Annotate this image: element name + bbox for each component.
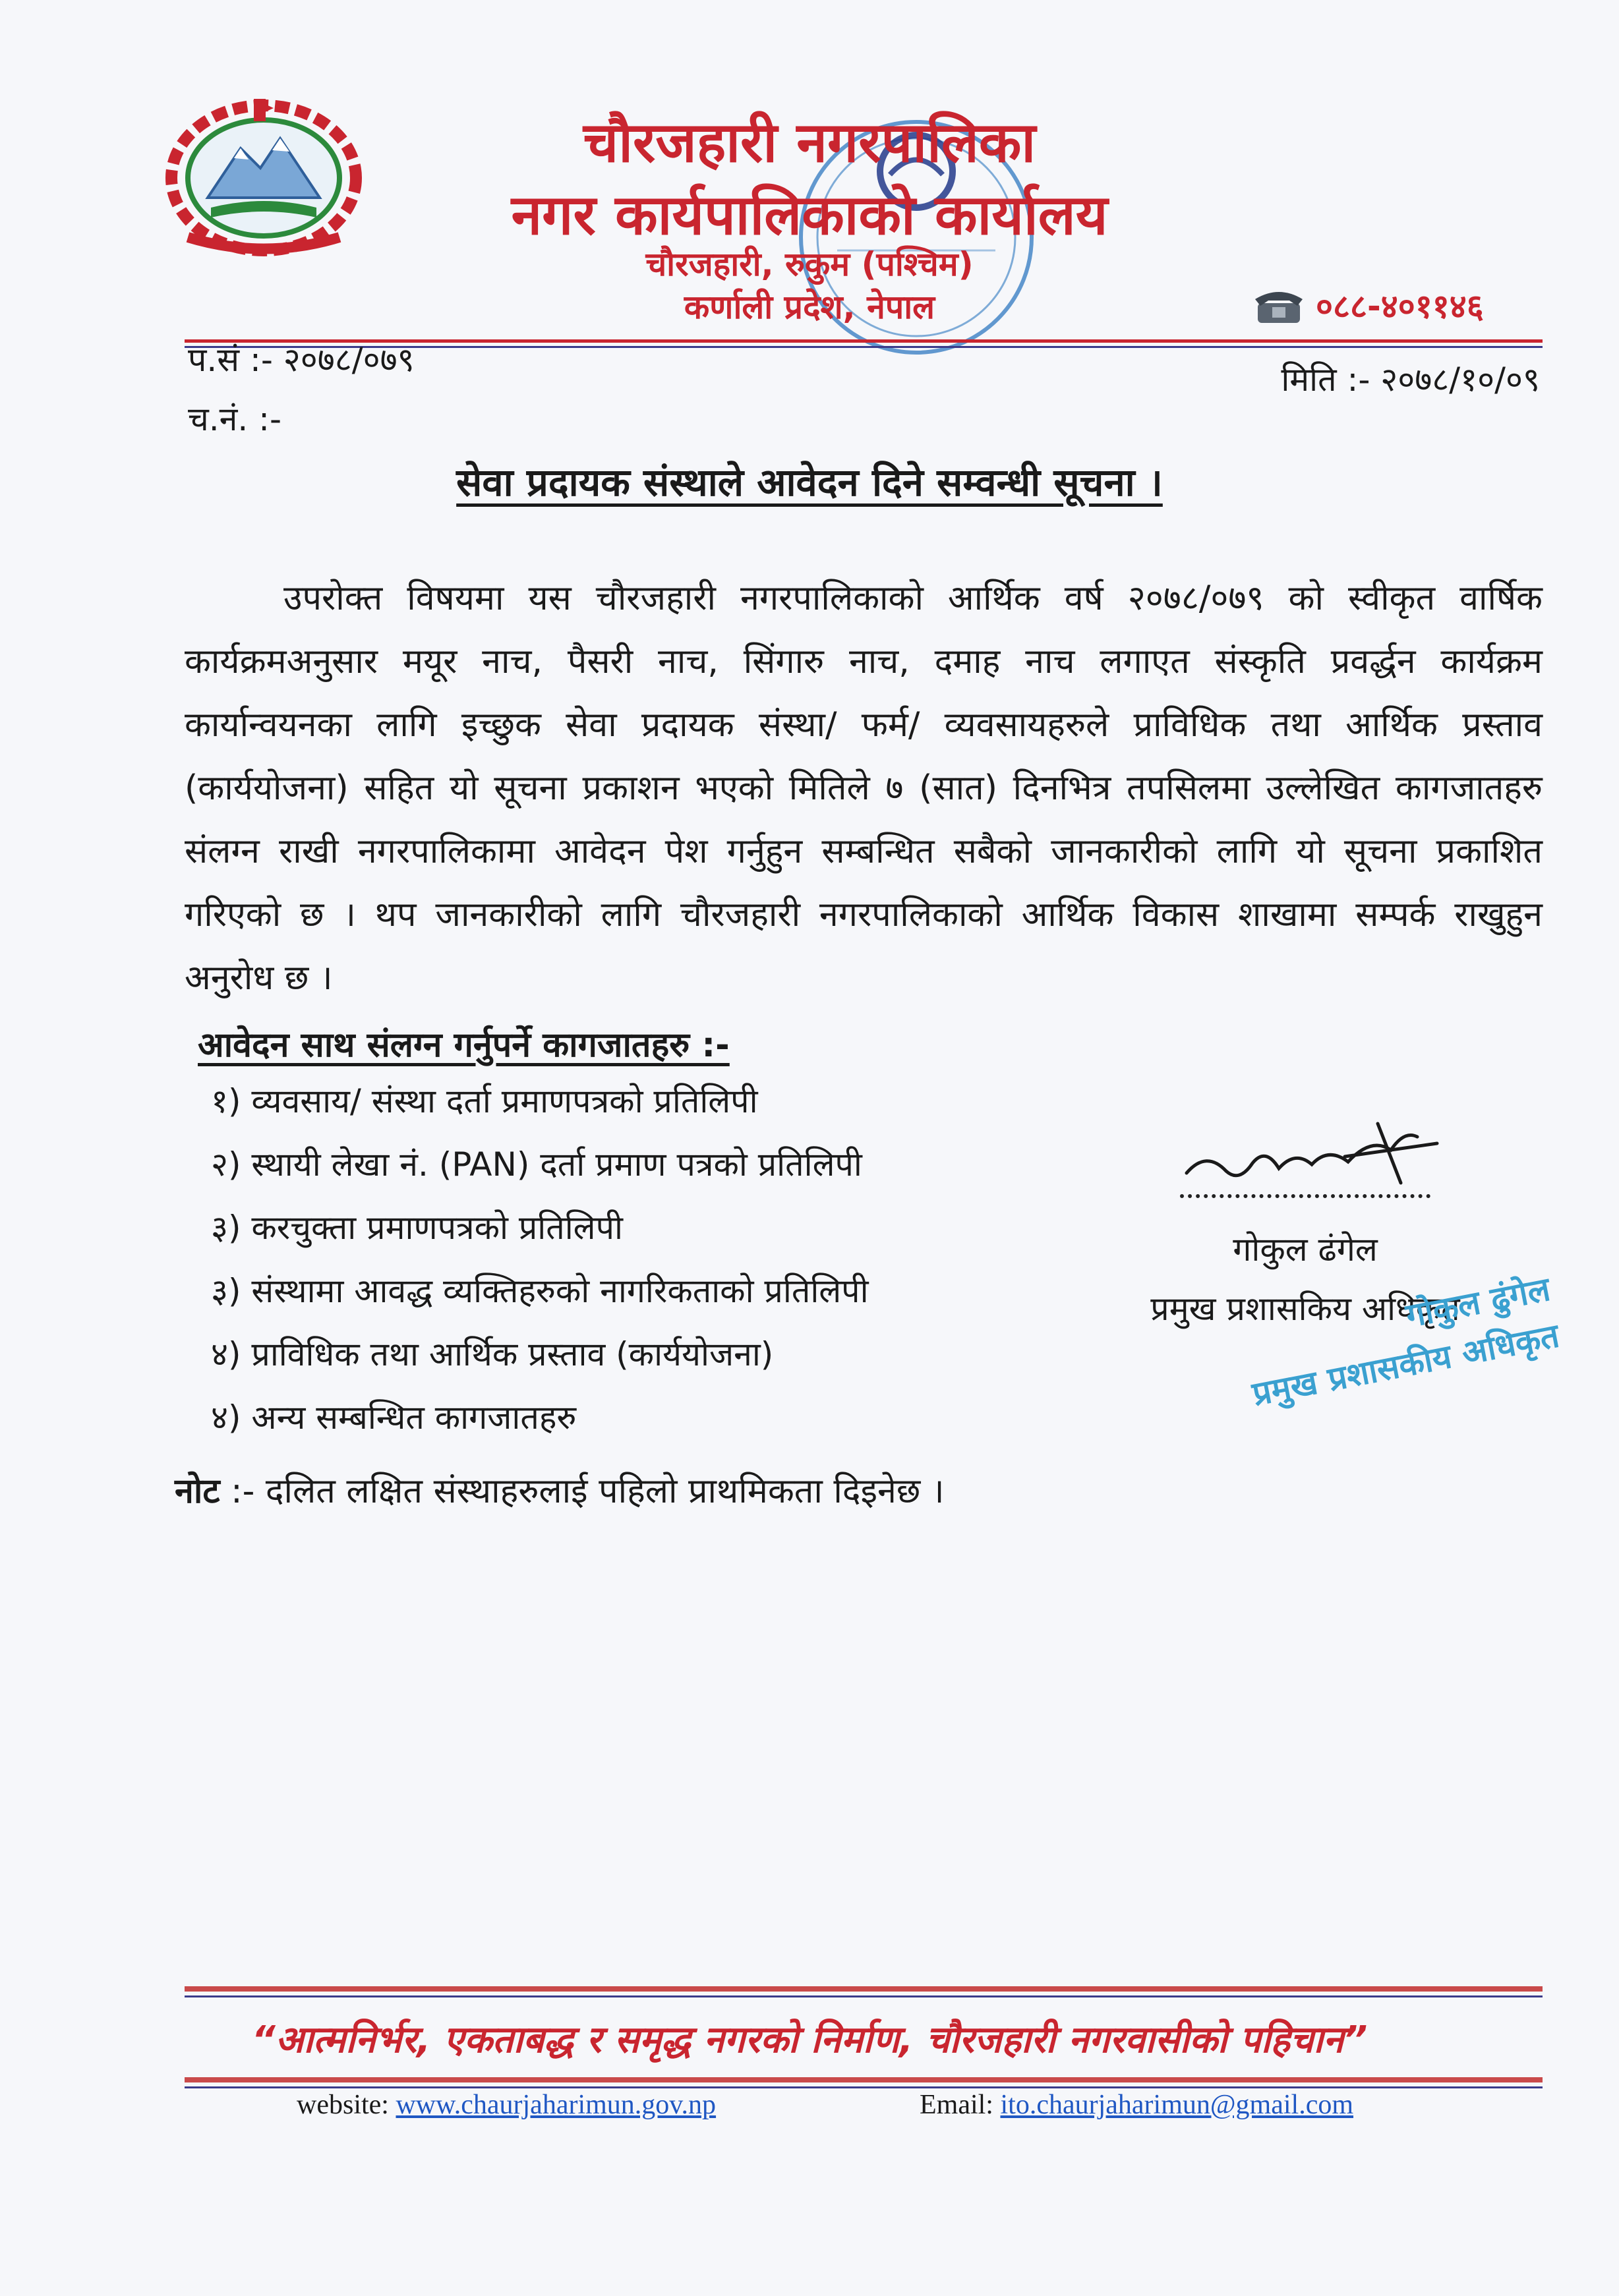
letterhead-office: नगर कार्यपालिकाको कार्यालय <box>511 183 1108 247</box>
website-label: website: <box>297 2090 389 2120</box>
note-label: नोट <box>175 1472 220 1511</box>
letter-date: मिति :- २०७८/१०/०९ <box>1281 360 1540 399</box>
letterhead-phone <box>1252 282 1484 328</box>
telephone-icon <box>1252 285 1305 326</box>
letterhead-province: कर्णाली प्रदेश, नेपाल <box>684 288 935 326</box>
footer-email <box>920 2089 1353 2121</box>
footer-motto: “आत्मनिर्भर, एकताबद्ध र समृद्ध नगरको निर्माण, चौरजहारी नगरवासीको पहिचान” <box>251 2019 1368 2061</box>
footer-rule-red <box>185 1986 1543 1992</box>
website-link[interactable]: www.chaurjaharimun.gov.np <box>396 2090 717 2120</box>
documents-list <box>211 1077 869 1457</box>
list-item: ४) अन्य सम्बन्धित कागजातहरु <box>211 1398 577 1437</box>
footer-rule-blue-lower <box>185 2086 1543 2088</box>
reference-number: प.सं :- २०७८/०७९ <box>188 341 415 379</box>
documents-heading: आवेदन साथ संलग्न गर्नुपर्ने कागजातहरु :- <box>198 1025 730 1065</box>
stamp-title: प्रमुख प्रशासकीय अधिकृत <box>1249 1316 1562 1414</box>
list-item: २) स्थायी लेखा नं. (PAN) दर्ता प्रमाण पत्रको प्रतिलिपी <box>211 1145 862 1184</box>
email-label: Email: <box>920 2090 993 2120</box>
signatory-name: गोकुल ढंगेल <box>1233 1230 1378 1269</box>
list-item: ३) संस्थामा आवद्ध व्यक्तिहरुको नागरिकताको प्रतिलिपी <box>211 1272 869 1310</box>
list-item: ४) प्राविधिक तथा आर्थिक प्रस्ताव (कार्ययोजना) <box>211 1335 774 1373</box>
signatory-title: प्रमुख प्रशासकिय अधिकृत <box>1150 1290 1460 1328</box>
notice-subject-text: सेवा प्रदायक संस्थाले आवेदन दिने सम्वन्धी सूचना । <box>456 460 1163 505</box>
stamp-name: गोकुल ढुंगेल <box>1403 1269 1554 1335</box>
notice-body: उपरोक्त विषयमा यस चौरजहारी नगरपालिकाको आर्थिक वर्ष २०७८/०७९ को स्वीकृत वार्षिक कार्यक्रमअनुसार मयूर नाच, पैसरी नाच, सिंगारु नाच, दमाह नाच लगाएत संस्कृति प्रवर्द्धन कार्यक्रम कार्यान्वयनका लागि इच्छुक सेवा प्रदायक संस्था/ फर्म/ व्यवसायहरुले प्राविधिक तथा आर्थिक प्रस्ताव (कार्ययोजना) सहित यो सूचना प्रकाशन भएको मितिले ७ (सात) दिनभित्र तपसिलमा उल्लेखित कागजातहरु संलग्न राखी नगरपालिकामा आवेदन पेश गर्नुहुन सम्बन्धित सबैको जानकारीको लागि यो सूचना प्रकाशित गरिएको छ । थप जानकारीको लागि चौरजहारी नगरपालिकाको आर्थिक विकास शाखामा सम्पर्क राखुहुन अनुरोध छ । <box>185 579 1543 998</box>
letterhead-address: चौरजहारी, रुकुम (पश्चिम) <box>645 245 974 283</box>
letterhead-municipality: चौरजहारी नगरपालिका <box>583 110 1036 175</box>
dispatch-number: च.नं. :- <box>188 400 282 438</box>
footer-rule-blue <box>185 1995 1543 1997</box>
list-item: १) व्यवसाय/ संस्था दर्ता प्रमाणपत्रको प्रतिलिपी <box>211 1082 758 1120</box>
phone-number: ०८८-४०११४६ <box>1316 287 1484 326</box>
list-item: ३) करचुक्ता प्रमाणपत्रको प्रतिलिपी <box>211 1209 623 1247</box>
notice-subject <box>0 455 1619 507</box>
footer-website <box>297 2089 716 2121</box>
note-text: :- दलित लक्षित संस्थाहरुलाई पहिलो प्राथमिकता दिइनेछ । <box>220 1472 945 1511</box>
signature-line <box>1180 1194 1430 1198</box>
footer-rule-red-lower <box>185 2077 1543 2082</box>
email-link[interactable]: ito.chaurjaharimun@gmail.com <box>1000 2090 1354 2120</box>
handwritten-signature <box>1180 1110 1450 1196</box>
note <box>175 1466 945 1513</box>
